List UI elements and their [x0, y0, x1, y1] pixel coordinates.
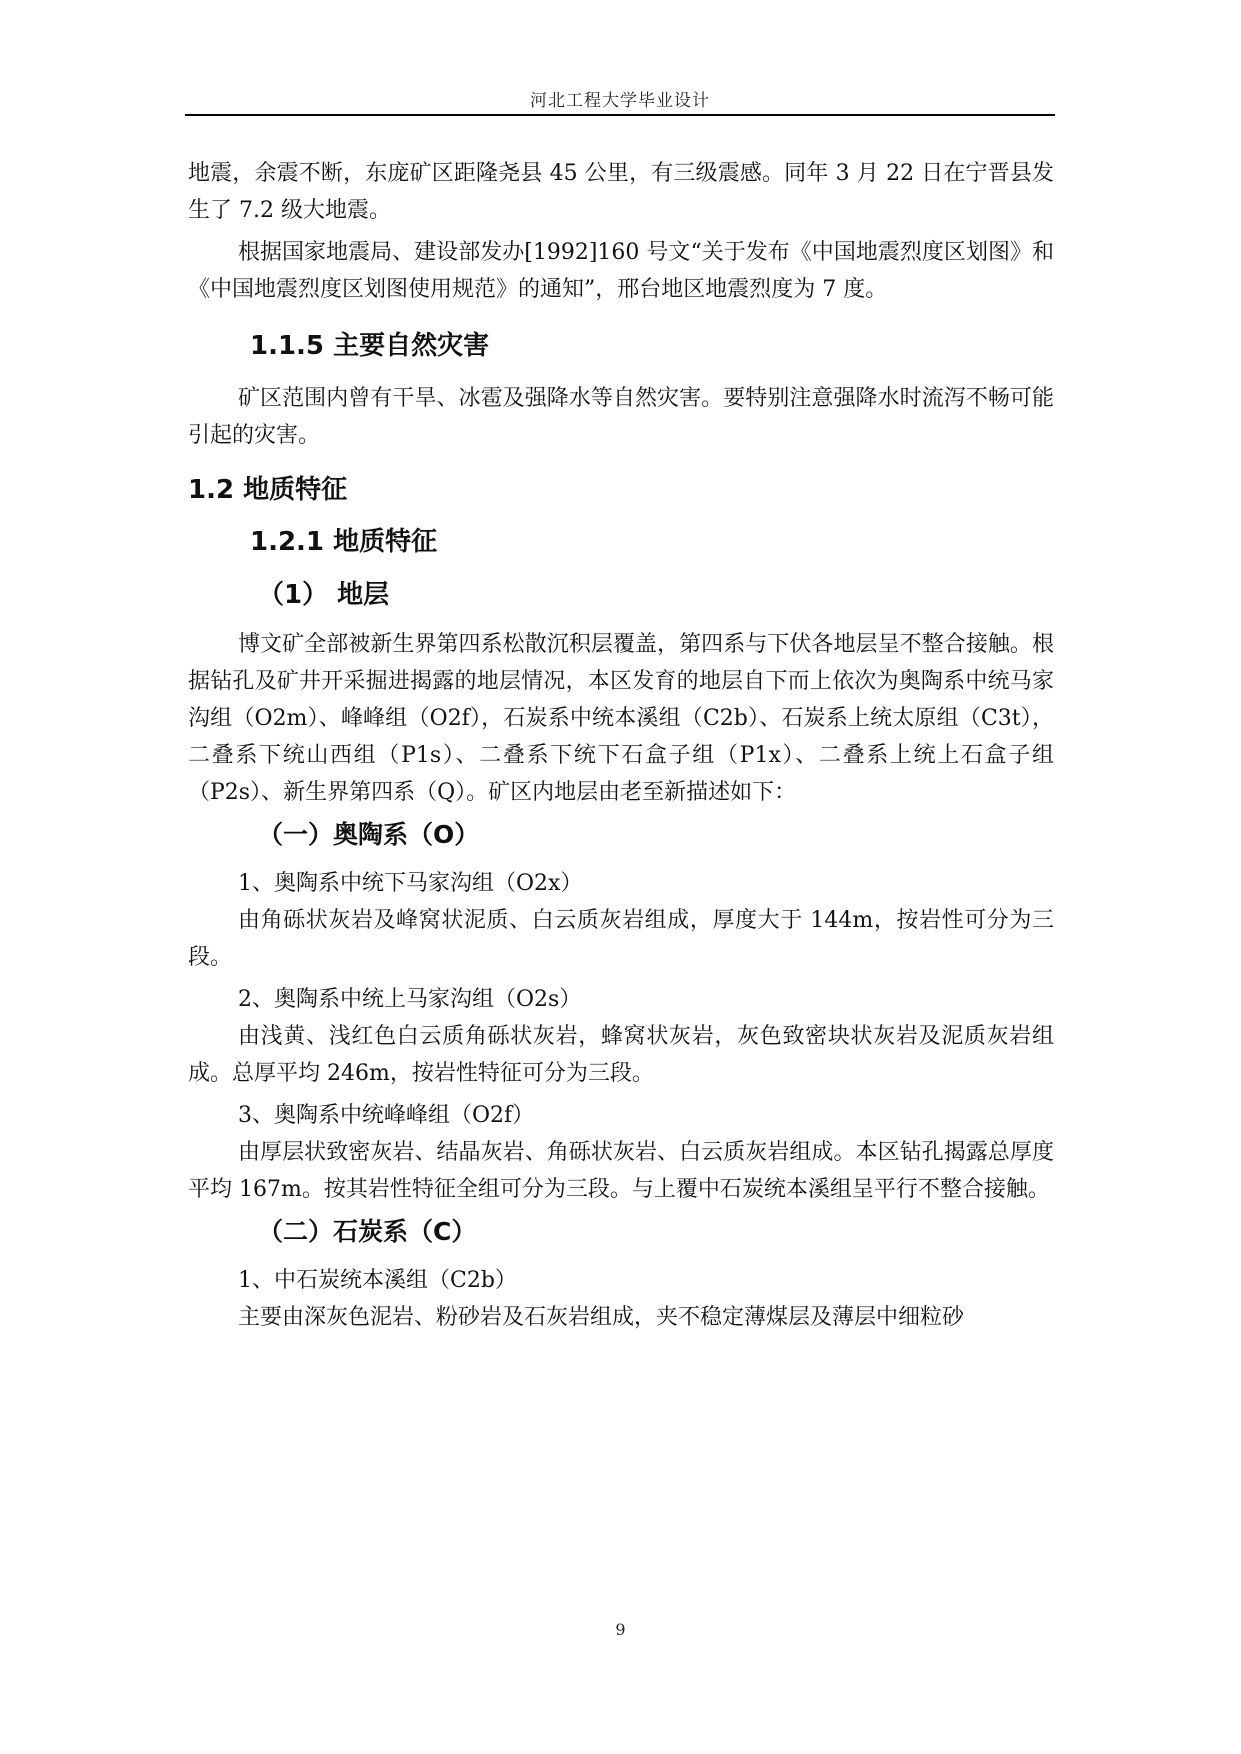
- paragraph-natural-disasters: 矿区范围内曾有干旱、冰雹及强降水等自然灾害。要特别注意强降水时流泻不畅可能引起的灾害。: [188, 386, 1054, 448]
- paragraph-seismic-intensity: 根据国家地震局、建设部发办[1992]160 号文“关于发布《中国地震烈度区划图》和《中国地震烈度区划图使用规范》的通知”，邢台地区地震烈度为 7 度。: [188, 240, 1054, 302]
- list-item-title: 3、奥陶系中统峰峰组（O2f）: [238, 1103, 535, 1128]
- section-heading-geology: 1.2 地质特征: [188, 475, 348, 505]
- list-item-title: 2、奥陶系中统上马家沟组（O2s）: [238, 987, 582, 1012]
- list-item-text: 由厚层状致密灰岩、结晶灰岩、角砾状灰岩、白云质灰岩组成。本区钻孔揭露总厚度平均 167m。按其岩性特征全组可分为三段。与上覆中石炭统本溪组呈平行不整合接触。: [188, 1140, 1054, 1202]
- paragraph-strata-overview: 博文矿全部被新生界第四系松散沉积层覆盖，第四系与下伏各地层呈不整合接触。根据钻孔及矿井开采掘进揭露的地层情况，本区发育的地层自下而上依次为奥陶系中统马家沟组（O2m）、峰峰组（O2f），石炭系中统本溪组（C2b）、石炭系上统太原组（C3t），二叠系下统山西组（P1s）、二叠系下统下石盒子组（P1x）、二叠系上统上石盒子组（P2s）、新生界第四系（Q）。矿区内地层由老至新描述如下：: [188, 632, 1054, 805]
- header-divider: [185, 114, 1055, 116]
- page-number: 9: [615, 1620, 626, 1639]
- paragraph-earthquake-history: 地震，余震不断，东庞矿区距隆尧县 45 公里，有三级震感。同年 3 月 22 日在宁晋县发生了 7.2 级大地震。: [188, 161, 1054, 223]
- list-item-title: 1、中石炭统本溪组（C2b）: [238, 1268, 517, 1293]
- list-item-text: 主要由深灰色泥岩、粉砂岩及石灰岩组成，夹不稳定薄煤层及薄层中细粒砂: [238, 1305, 965, 1330]
- list-item-title: 1、奥陶系中统下马家沟组（O2x）: [238, 871, 583, 896]
- list-item-text: 由浅黄、浅红色白云质角砾状灰岩，蜂窝状灰岩，灰色致密块状灰岩及泥质灰岩组成。总厚平均 246m，按岩性特征可分为三段。: [188, 1024, 1054, 1086]
- document-body: [188, 155, 1054, 1341]
- heading-ordovician: （一）奥陶系（O）: [258, 820, 480, 849]
- page-header: 河北工程大学毕业设计: [530, 91, 710, 111]
- section-heading-natural-disasters: 1.1.5 主要自然灾害: [250, 331, 490, 361]
- heading-carboniferous: （二）石炭系（C）: [258, 1217, 477, 1246]
- subsection-heading-geology: 1.2.1 地质特征: [250, 527, 438, 557]
- list-item-text: 由角砾状灰岩及峰窝状泥质、白云质灰岩组成，厚度大于 144m，按岩性可分为三段。: [188, 908, 1054, 970]
- subsection-heading-strata: （1） 地层: [258, 580, 390, 610]
